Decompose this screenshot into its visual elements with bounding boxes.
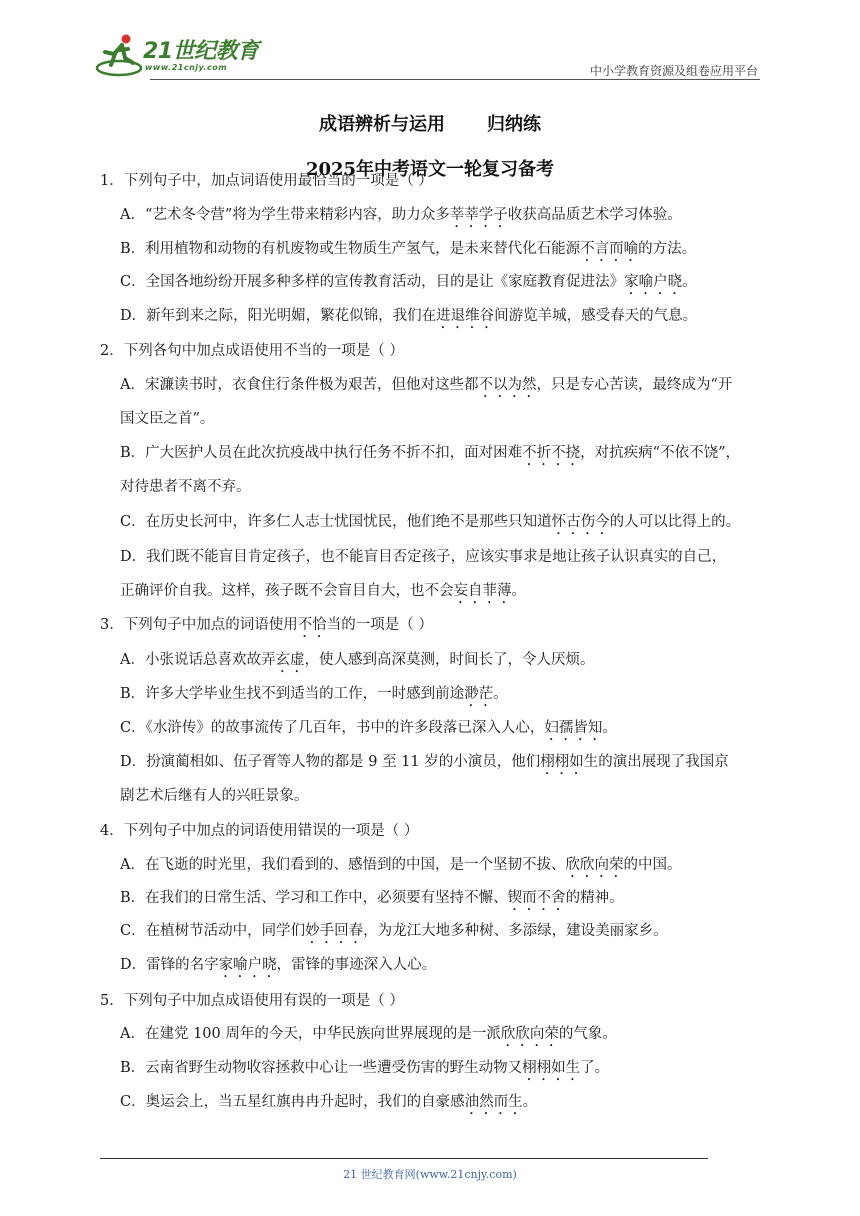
option-c: C．在历史长河中，许多仁人志士忧国忧民，他们绝不是那些只知道怀古伤今的人可以比得上的。: [120, 514, 741, 530]
option-a: A．宋濂读书时，衣食住行条件极为艰苦，但他对这些都不以为然，只是专心苦读，最终成为“开: [120, 377, 733, 393]
header-tagline: 中小学教育资源及组卷应用平台: [589, 64, 758, 78]
question-stem: 5．下列句子中加点成语使用有误的一项是（ ）: [100, 993, 404, 1009]
question-stem: 3．下列句子中加点的词语使用不恰当的一项是（ ）: [100, 617, 433, 633]
doc-subtitle: 2025年中考语文一轮复习备考: [305, 159, 555, 180]
option-d: D．扮演蔺相如、伍子胥等人物的都是 9 至 11 岁的小演员，他们栩栩如生的演出展现了我国京: [120, 754, 729, 770]
title-part1: 成语辨析与运用: [319, 114, 445, 135]
option-b: B．广大医护人员在此次抗疫战中执行任务不折不扣，面对困难不折不挠，对抗疾病“不依不饶”，: [120, 445, 740, 461]
question-stem: 2．下列各句中加点成语使用不当的一项是（ ）: [100, 343, 404, 359]
header-divider: [150, 79, 760, 80]
question-stem: 4．下列句子中加点的词语使用错误的一项是（ ）: [100, 823, 419, 839]
option-b-continued: 对待患者不离不弃。: [120, 479, 251, 495]
option-d-continued: 剧艺术后继有人的兴旺景象。: [120, 788, 309, 804]
option-a: A．小张说话总喜欢故弄玄虚，使人感到高深莫测，时间长了，令人厌烦。: [120, 652, 595, 668]
option-a-continued: 国文臣之首”。: [120, 411, 215, 427]
title-part2: 归纳练: [487, 114, 541, 135]
option-d-continued: 正确评价自我。这样，孩子既不会盲目自大，也不会妄自菲薄。: [120, 583, 526, 599]
option-b: B．利用植物和动物的有机废物或生物质生产氢气，是未来替代化石能源不言而喻的方法。: [120, 241, 697, 257]
footer-link[interactable]: 21 世纪教育网(www.21cnjy.com): [343, 1168, 517, 1181]
doc-title: [0, 110, 860, 136]
option-d: D．雷锋的名字家喻户晓，雷锋的事迹深入人心。: [120, 957, 437, 973]
option-b: B．许多大学毕业生找不到适当的工作，一时感到前途渺茫。: [120, 686, 508, 702]
option-c: C．《水浒传》的故事流传了几百年，书中的许多段落已深入人心，妇孺皆知。: [120, 720, 617, 736]
logo-url: www.21cnjy.com: [145, 63, 228, 72]
page-header: [95, 30, 760, 82]
runner-logo-icon: [95, 32, 143, 78]
option-c: C．在植树节活动中，同学们妙手回春，为龙江大地多种树、多添绿，建设美丽家乡。: [120, 923, 668, 939]
option-b: B．在我们的日常生活、学习和工作中，必须要有坚持不懈、锲而不舍的精神。: [120, 890, 624, 906]
footer-divider: [100, 1158, 708, 1159]
option-a: A．在建党 100 周年的今天，中华民族向世界展现的是一派欣欣向荣的气象。: [120, 1026, 617, 1042]
option-a: A．“艺术冬令营”将为学生带来精彩内容，助力众多莘莘学子收获高品质艺术学习体验。: [120, 207, 682, 223]
option-d: D．我们既不能盲目肯定孩子，也不能盲目否定孩子，应该实事求是地让孩子认识真实的自己，: [120, 549, 727, 565]
question-stem: 1．下列句子中，加点词语使用最恰当的一项是（ ）: [100, 173, 433, 189]
option-b: B．云南省野生动物收容拯救中心让一些遭受伤害的野生动物又栩栩如生了。: [120, 1060, 610, 1076]
option-a: A．在飞逝的时光里，我们看到的、感悟到的中国，是一个坚韧不拔、欣欣向荣的中国。: [120, 857, 682, 873]
option-c: C．全国各地纷纷开展多种多样的宣传教育活动，目的是让《家庭教育促进法》家喻户晓。: [120, 274, 697, 290]
logo-text: 21世纪教育: [143, 39, 259, 64]
site-logo: [95, 32, 265, 78]
option-d: D．新年到来之际，阳光明媚，繁花似锦，我们在进退维谷间游览羊城，感受春天的气息。: [120, 308, 698, 324]
option-c: C．奥运会上，当五星红旗冉冉升起时，我们的自豪感油然而生。: [120, 1094, 538, 1110]
